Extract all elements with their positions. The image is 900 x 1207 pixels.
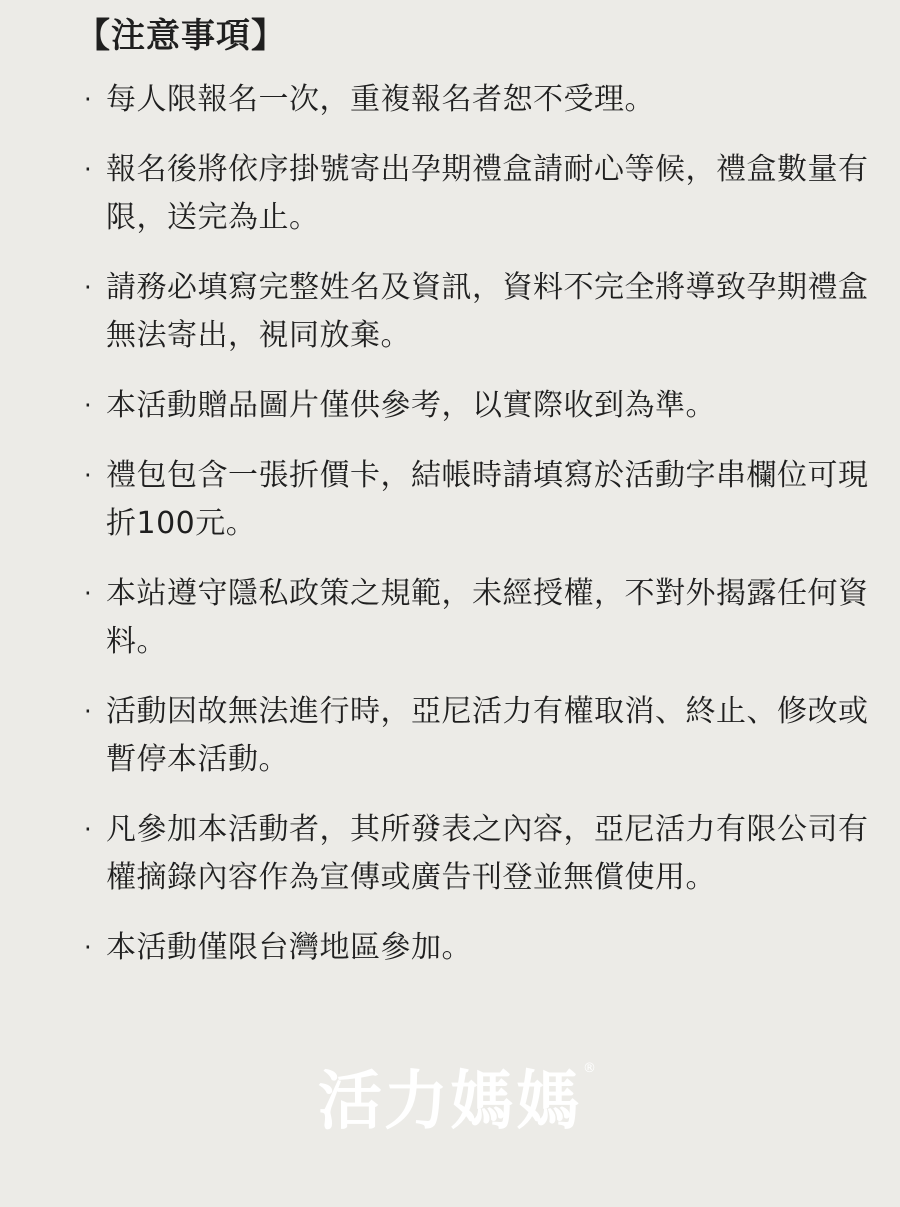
notice-text: 報名後將依序掛號寄出孕期禮盒請耐心等候，禮盒數量有限，送完為止。 [106, 152, 869, 235]
bullet: ‧ [84, 462, 93, 490]
bullet: ‧ [84, 698, 93, 726]
bullet: ‧ [84, 392, 93, 420]
bullet: ‧ [84, 934, 93, 962]
bullet: ‧ [84, 274, 93, 302]
bullet: ‧ [84, 86, 93, 114]
notice-text: 每人限報名一次，重複報名者恕不受理。 [106, 82, 655, 117]
brand-name: 活力媽媽 [318, 1065, 582, 1139]
notice-text: 活動因故無法進行時，亞尼活力有權取消、終止、修改或暫停本活動。 [106, 694, 869, 777]
list-item [84, 924, 874, 972]
list-item [84, 688, 874, 784]
notice-list [84, 76, 874, 994]
bullet: ‧ [84, 156, 93, 184]
notice-text: 禮包包含一張折價卡，結帳時請填寫於活動字串欄位可現折100元。 [106, 458, 869, 541]
brand-wordmark [318, 1061, 598, 1142]
notice-text: 請務必填寫完整姓名及資訊，資料不完全將導致孕期禮盒無法寄出，視同放棄。 [106, 270, 869, 353]
list-item [84, 570, 874, 666]
notice-text: 本站遵守隱私政策之規範，未經授權，不對外揭露任何資料。 [106, 576, 869, 659]
brand-logo [0, 1062, 900, 1142]
list-item [84, 264, 874, 360]
list-item [84, 382, 874, 430]
list-item [84, 452, 874, 548]
list-item [84, 146, 874, 242]
notice-text: 本活動贈品圖片僅供參考，以實際收到為準。 [106, 388, 716, 423]
page-title: 【注意事項】 [76, 16, 286, 56]
bullet: ‧ [84, 816, 93, 844]
bullet: ‧ [84, 580, 93, 608]
notice-text: 凡參加本活動者，其所發表之內容，亞尼活力有限公司有權摘錄內容作為宣傳或廣告刊登並無償使用。 [106, 812, 869, 895]
registered-mark: ® [583, 1061, 598, 1076]
notice-text: 本活動僅限台灣地區參加。 [106, 930, 472, 965]
list-item [84, 806, 874, 902]
list-item [84, 76, 874, 124]
